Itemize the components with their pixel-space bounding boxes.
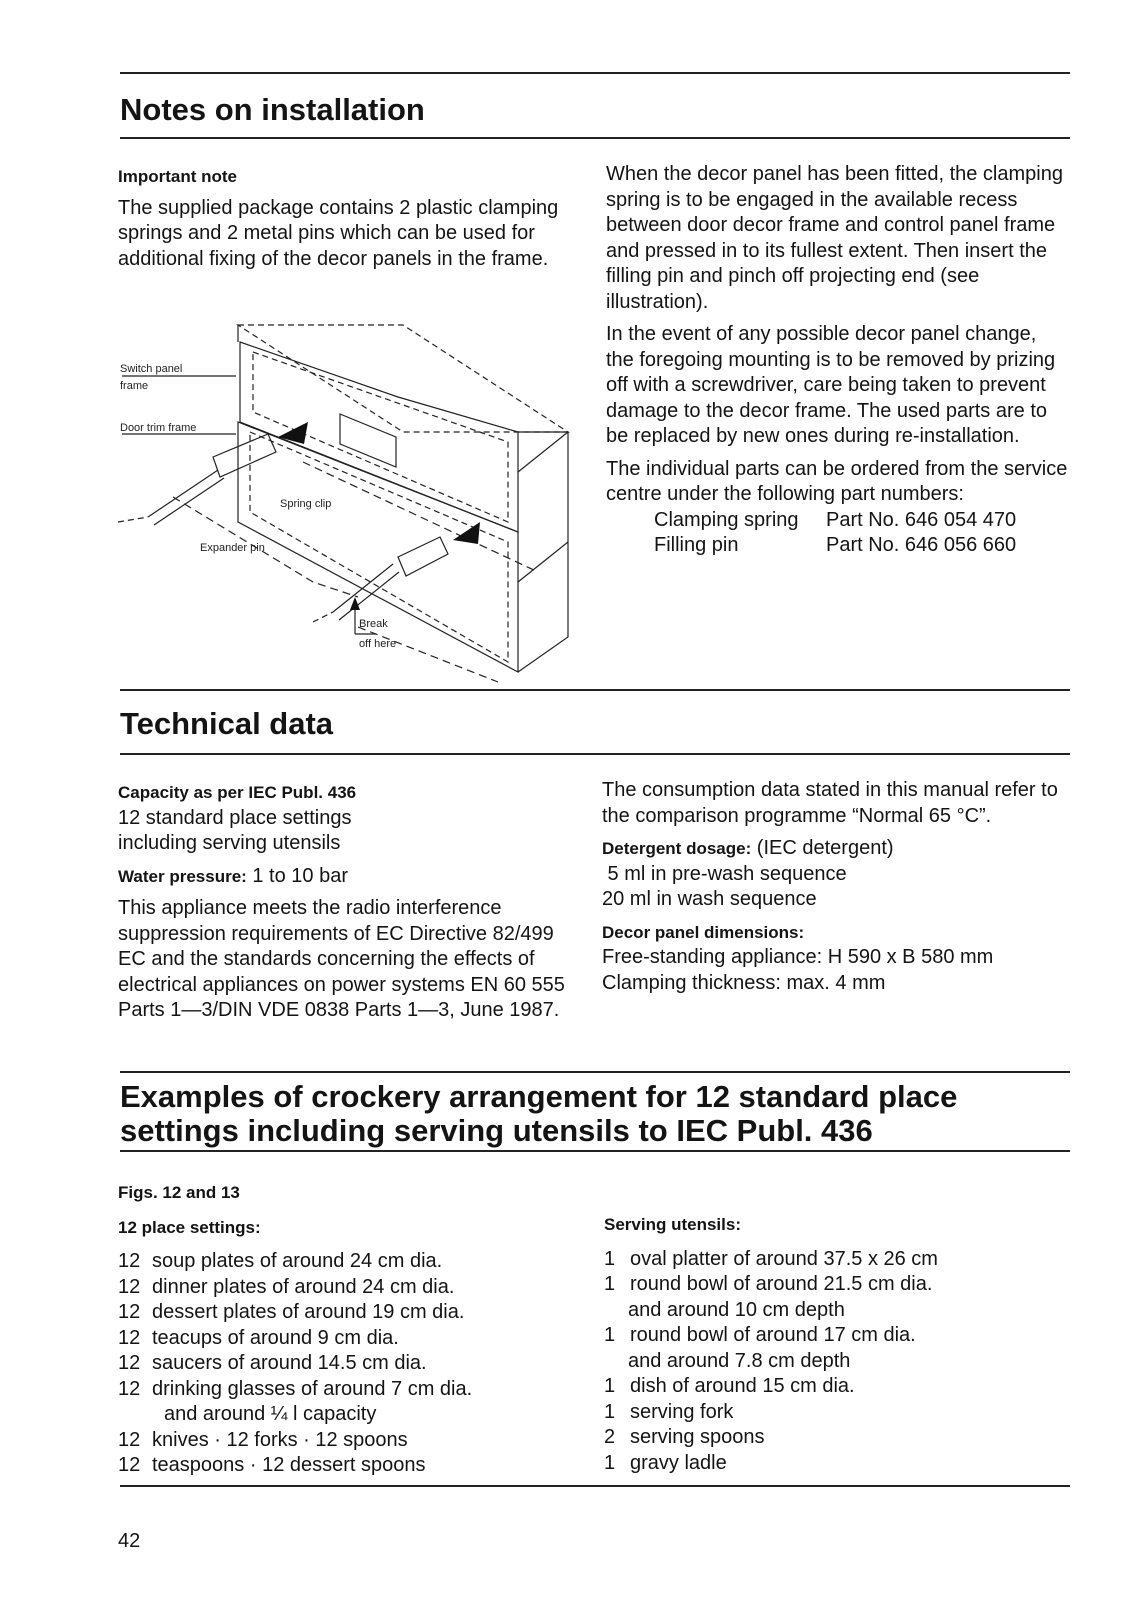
install-title: Notes on installation [120,92,425,127]
item-text: gravy ladle [630,1451,727,1474]
page-number: 42 [118,1530,141,1552]
item-quantity: 2 [604,1426,616,1448]
capacity-line: 12 standard place settings [118,806,352,829]
item-text: serving spoons [630,1426,765,1448]
install-title-rule [120,137,1070,139]
tech-right-column [602,778,1068,996]
detergent-value: (IEC detergent) [751,837,894,859]
part-number: Part No. 646 054 470 [826,508,1017,531]
install-paragraph-ordering: The individual parts can be ordered from the service centre under the following part numbers: [606,457,1068,505]
label-off-here: off here [359,638,397,650]
item-quantity: 1 [604,1400,616,1423]
decor-line: Clamping thickness: max. 4 mm [602,971,886,994]
item-text: serving fork [630,1400,734,1423]
tech-left-column [118,780,578,1031]
place-settings-heading: 12 place settings: [118,1217,261,1237]
list-item [118,1300,588,1326]
item-text: dinner plates of around 24 cm dia. [152,1275,455,1298]
parts-list [654,508,1068,559]
label-spring-clip: Spring clip [280,498,332,510]
item-quantity: 12 [118,1454,141,1476]
list-item [604,1400,1068,1426]
item-quantity: 12 [118,1326,141,1349]
water-pressure-label: Water pressure: [118,866,247,886]
list-item [118,1377,588,1403]
capacity-heading: Capacity as per IEC Publ. 436 [118,783,357,802]
decor-line: Free-standing appliance: H 590 x B 580 mm [602,946,994,968]
parts-row [654,508,1068,534]
item-quantity: 12 [118,1428,141,1451]
list-item [118,1249,588,1275]
list-item [118,1351,588,1377]
item-text: round bowl of around 17 cm dia. [630,1324,916,1346]
part-name: Clamping spring [654,508,799,531]
top-rule [120,72,1070,74]
item-text: round bowl of around 21.5 cm dia. [630,1273,933,1295]
installation-illustration [118,292,588,684]
list-item [118,1326,588,1352]
crockery-right-column [604,1212,1068,1476]
item-quantity: 12 [118,1352,141,1374]
item-text: oval platter of around 37.5 x 26 cm [630,1247,938,1270]
list-item [604,1247,1068,1273]
crockery-title-line: settings including serving utensils to IEC Publ. 436 [120,1113,873,1148]
list-item [604,1272,1068,1298]
part-number: Part No. 646 056 660 [826,534,1017,556]
list-item [118,1402,588,1428]
list-item [604,1451,1068,1477]
serving-utensils-heading: Serving utensils: [604,1215,741,1234]
part-name: Filling pin [654,534,739,556]
item-quantity: 1 [604,1451,616,1474]
item-text: knives · 12 forks · 12 spoons [152,1428,408,1451]
tech-title-rule [120,753,1070,755]
item-text: and around 10 cm depth [628,1298,845,1321]
item-text: and around ¼ l capacity [164,1403,377,1425]
item-text: dish of around 15 cm dia. [630,1375,855,1397]
label-door-trim-frame: Door trim frame [120,422,197,434]
item-text: soup plates of around 24 cm dia. [152,1250,443,1272]
item-quantity: 12 [118,1275,141,1298]
crockery-title-rule [120,1150,1070,1152]
item-quantity: 1 [604,1247,616,1270]
detergent-label: Detergent dosage: [602,839,752,858]
label-expander-pin: Expander pin [200,542,265,554]
important-text: The supplied package contains 2 plastic clamping springs and 2 metal pins which can be used for additional fixing of the decor panels in the frame. [118,196,559,270]
list-item [604,1323,1068,1349]
item-text: and around 7.8 cm depth [628,1349,851,1372]
item-text: drinking glasses of around 7 cm dia. [152,1377,473,1400]
parts-row [654,533,1068,559]
item-text: teacups of around 9 cm dia. [152,1326,399,1349]
serving-utensils-list [604,1247,1068,1477]
list-item [118,1275,588,1301]
item-text: saucers of around 14.5 cm dia. [152,1352,427,1374]
detergent-line: 20 ml in wash sequence [602,888,817,910]
bottom-rule [120,1485,1070,1487]
item-quantity: 12 [118,1301,141,1323]
list-item [604,1374,1068,1400]
consumption-text: The consumption data stated in this manual refer to the comparison programme “Normal 65 °C”. [602,779,1058,827]
crockery-left-column [118,1180,588,1479]
figs-label: Figs. 12 and 13 [118,1183,240,1202]
item-quantity: 1 [604,1375,616,1397]
item-text: dessert plates of around 19 cm dia. [152,1301,465,1323]
item-text: teaspoons · 12 dessert spoons [152,1454,426,1476]
label-switch-panel: Switch panel [120,363,183,375]
item-quantity: 1 [604,1273,616,1295]
list-item [118,1453,588,1479]
item-quantity: 12 [118,1377,141,1400]
crockery-title [120,1080,957,1148]
item-quantity: 1 [604,1324,616,1346]
install-paragraph-removal: In the event of any possible decor panel change, the foregoing mounting is to be removed by prizing off with a screwdriver, care being taken to prevent damage to the decor frame. The used parts are to be replaced by new ones during re-installation. [606,323,1056,447]
item-quantity: 12 [118,1250,141,1272]
interference-text: This appliance meets the radio interference suppression requirements of EC Directive 82/499 EC and the standards concerning the effects of electrical appliances on power systems EN 60 555 Parts 1—3/DIN VDE 0838 Parts 1—3, June 1987. [118,897,565,1021]
important-heading: Important note [118,167,237,186]
crockery-title-line: Examples of crockery arrangement for 12 standard place [120,1079,958,1114]
capacity-line: including serving utensils [118,832,341,854]
place-settings-list [118,1249,588,1479]
detergent-line: 5 ml in pre-wash sequence [602,862,847,885]
tech-top-rule [120,689,1070,691]
install-paragraph-fitting: When the decor panel has been fitted, the clamping spring is to be engaged in the available recess between door decor frame and control panel frame and pressed in to its fullest extent. Then insert the filling pin and pinch off projecting end (see illustration). [606,163,1063,313]
list-item [604,1425,1068,1451]
install-left-column [118,164,578,279]
list-item [604,1349,1068,1375]
crockery-top-rule [120,1071,1070,1073]
label-break: Break [359,618,388,630]
install-right-column [606,162,1068,559]
list-item [118,1428,588,1454]
tech-title: Technical data [120,706,334,741]
decor-heading: Decor panel dimensions: [602,922,805,942]
water-pressure-value: 1 to 10 bar [246,864,348,887]
list-item [604,1298,1068,1324]
label-frame: frame [120,380,149,392]
